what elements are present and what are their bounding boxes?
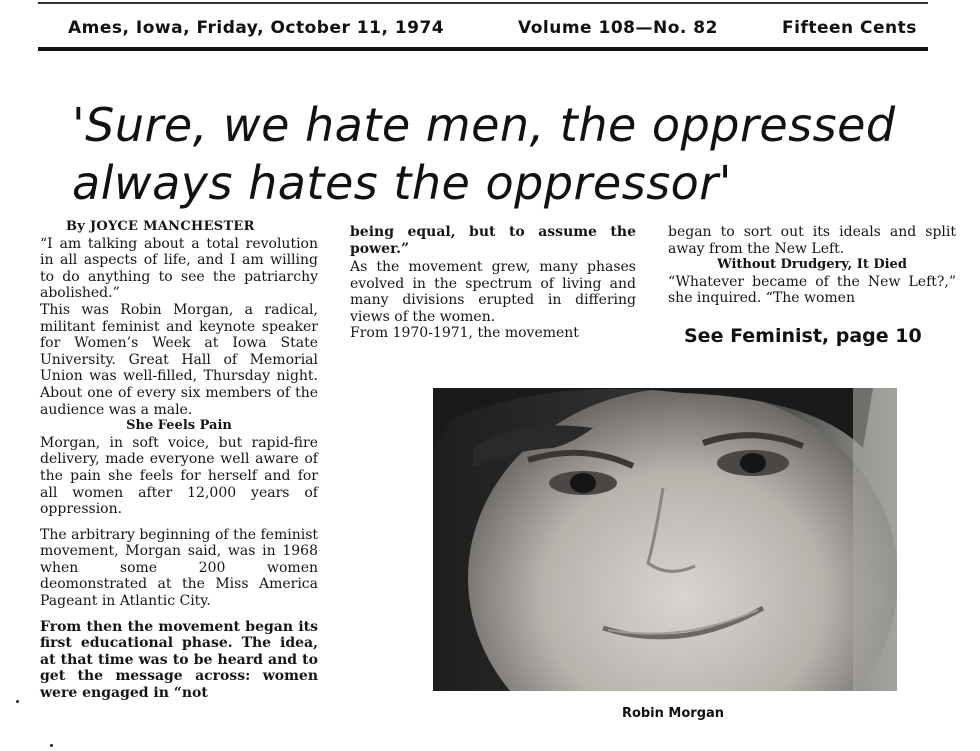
article-paragraph: From then the movement began its first educational phase. The idea, at that time was to be heard and to get the message across: women were engaged in “not <box>40 618 318 702</box>
portrait-photo <box>433 388 897 691</box>
masthead-top-rule <box>38 2 928 4</box>
print-speck <box>50 744 53 747</box>
byline: By JOYCE MANCHESTER <box>66 219 255 234</box>
article-paragraph: The arbitrary beginning of the feminist movement, Morgan said, was in 1968 when some 200 women deomonstrated at the Miss America Pageant in Atlantic City. <box>40 526 318 610</box>
headline <box>72 96 952 212</box>
article-column-2-cont <box>350 259 636 342</box>
article-paragraph: being equal, but to assume the power.” <box>350 224 636 257</box>
article-column-2 <box>350 224 636 257</box>
print-speck <box>16 700 19 703</box>
article-column-1 <box>40 219 318 702</box>
article-paragraph: From 1970-1971, the movement <box>350 325 579 342</box>
masthead-rule <box>38 47 928 51</box>
article-paragraph: began to sort out its ideals and split away from the New Left. <box>668 224 956 257</box>
dateline: Ames, Iowa, Friday, October 11, 1974 <box>68 18 445 38</box>
volume-number: Volume 108—No. 82 <box>518 18 718 38</box>
article-column-3 <box>668 224 956 307</box>
portrait-image <box>433 388 897 691</box>
photo-caption: Robin Morgan <box>621 706 725 721</box>
article-paragraph: As the movement grew, many phases evolved in the spectrum of living and many divisions erupted in differing views of the women. <box>350 259 636 325</box>
headline-line-1: 'Sure, we hate men, the oppressed <box>72 98 896 152</box>
article-paragraph: “Whatever became of the New Left?,” she inquired. “The women <box>668 273 956 307</box>
subhead: She Feels Pain <box>126 418 232 434</box>
subhead: Without Drudgery, It Died <box>717 257 907 273</box>
article-paragraph: “I am talking about a total revolution in all aspects of life, and I am willing to do anything to see the patriarchy abolished.” <box>40 235 318 302</box>
headline-line-2: always hates the oppressor' <box>72 156 732 210</box>
article-paragraph: Morgan, in soft voice, but rapid-fire delivery, made everyone well aware of the pain she feels for herself and for all women after 12,000 years of oppression. <box>40 434 318 518</box>
article-paragraph: This was Robin Morgan, a radical, militant feminist and keynote speaker for Women’s Week at Iowa State University. Great Hall of Memorial Union was well-filled, Thursday night. About one of every six members of the audience was a male. <box>40 301 318 418</box>
continuation-reference: See Feminist, page 10 <box>684 325 922 347</box>
masthead <box>0 0 980 60</box>
price: Fifteen Cents <box>782 18 917 38</box>
